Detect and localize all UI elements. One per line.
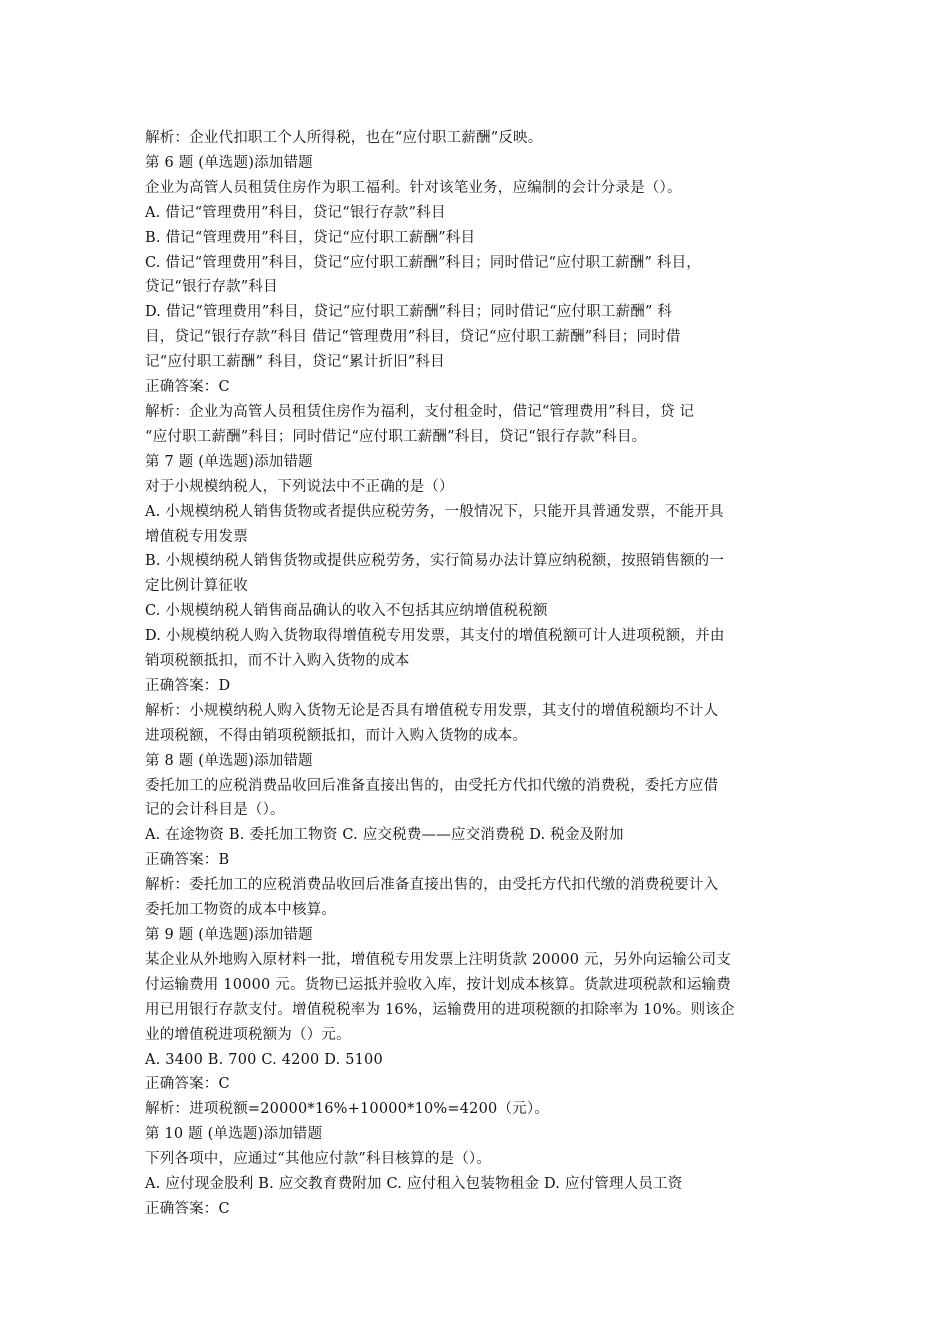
- answer-line: 正确答案：C: [145, 1076, 230, 1093]
- explanation-line: “应付职工薪酬”科目；同时借记“应付职工薪酬”科目，贷记“银行存款”科目。: [145, 428, 647, 445]
- explanation-line: 进项税额，不得由销项税额抵扣，而计入购入货物的成本。: [145, 727, 528, 744]
- explanation-line: 解析：小规模纳税人购入货物无论是否具有增值税专用发票，其支付的增值税额均不计人: [145, 702, 719, 719]
- answer-line: 正确答案：D: [145, 677, 231, 694]
- question-heading-8: 第 8 题 (单选题)添加错题: [145, 752, 313, 769]
- option-line: C. 小规模纳税人销售商品确认的收入不包括其应纳增值税税额: [145, 603, 548, 620]
- question-stem-line: 企业为高管人员租赁住房作为职工福利。针对该笔业务，应编制的会计分录是（）。: [145, 179, 682, 196]
- explanation-line: 解析：企业代扣职工个人所得税，也在“应付职工薪酬”反映。: [145, 130, 543, 146]
- option-line: B. 借记“管理费用”科目，贷记“应付职工薪酬”科目: [145, 229, 476, 246]
- option-line: 定比例计算征收: [145, 578, 248, 595]
- question-stem-line: 某企业从外地购入原材料一批，增值税专用发票上注明货款 20000 元，另外向运输公司支: [145, 951, 731, 968]
- option-line: 增值税专用发票: [145, 528, 248, 545]
- document-body: [145, 126, 815, 1222]
- question-heading-6: 第 6 题 (单选题)添加错题: [145, 154, 313, 171]
- explanation-line: 解析：委托加工的应税消费品收回后准备直接出售的，由受托方代扣代缴的消费税要计入: [145, 877, 719, 894]
- option-line: 销项税额抵扣，而不计入购入货物的成本: [145, 653, 410, 670]
- answer-line: 正确答案：C: [145, 379, 230, 396]
- answer-line: 正确答案：B: [145, 852, 230, 869]
- question-heading-9: 第 9 题 (单选题)添加错题: [145, 927, 313, 943]
- option-line: D. 小规模纳税人购入货物取得增值税专用发票，其支付的增值税额可计人进项税额，并由: [145, 628, 725, 645]
- option-line: A. 在途物资 B. 委托加工物资 C. 应交税费——应交消费税 D. 税金及附加: [145, 827, 624, 844]
- question-stem-line: 用已用银行存款支付。增值税税率为 16%，运输费用的进项税额的扣除率为 10%。则该企: [145, 1001, 735, 1018]
- question-stem-line: 记的会计科目是（）。: [145, 802, 285, 819]
- explanation-line: 委托加工物资的成本中核算。: [145, 902, 337, 919]
- question-heading-7: 第 7 题 (单选题)添加错题: [145, 453, 313, 470]
- option-line: A. 小规模纳税人销售货物或者提供应税劳务，一般情况下，只能开具普通发票，不能开具: [145, 503, 724, 520]
- option-line: B. 小规模纳税人销售货物或提供应税劳务，实行简易办法计算应纳税额，按照销售额的一: [145, 553, 725, 570]
- question-stem-line: 委托加工的应税消费品收回后准备直接出售的，由受托方代扣代缴的消费税，委托方应借: [145, 777, 719, 794]
- option-line: A. 3400 B. 700 C. 4200 D. 5100: [145, 1051, 383, 1068]
- question-stem-line: 业的增值税进项税额为（）元。: [145, 1026, 351, 1043]
- option-line: D. 借记“管理费用”科目，贷记“应付职工薪酬”科目；同时借记“应付职工薪酬” 科: [145, 304, 673, 321]
- question-stem-line: 付运输费用 10000 元。货物已运抵并验收入库，按计划成本核算。货款进项税款和运输费: [145, 976, 731, 993]
- explanation-line: 解析：进项税额=20000*16%+10000*10%=4200（元）。: [145, 1101, 550, 1118]
- option-line: 贷记“银行存款”科目: [145, 279, 278, 296]
- option-line: 目，贷记“银行存款”科目 借记“管理费用”科目，贷记“应付职工薪酬”科目；同时借: [145, 329, 681, 346]
- option-line: A. 借记“管理费用”科目，贷记“银行存款”科目: [145, 204, 446, 221]
- answer-line: 正确答案：C: [145, 1200, 230, 1217]
- question-heading-10: 第 10 题 (单选题)添加错题: [145, 1126, 323, 1143]
- explanation-line: 解析：企业为高管人员租赁住房作为福利，支付租金时，借记“管理费用”科目，贷 记: [145, 403, 695, 420]
- option-line: 记“应付职工薪酬” 科目，贷记“累计折旧”科目: [145, 354, 445, 371]
- option-line: A. 应付现金股利 B. 应交教育费附加 C. 应付租入包装物租金 D. 应付管理人员工资: [145, 1176, 683, 1193]
- option-line: C. 借记“管理费用”科目，贷记“应付职工薪酬”科目；同时借记“应付职工薪酬” 科目，: [145, 254, 701, 271]
- question-stem-line: 下列各项中，应通过“其他应付款”科目核算的是（）。: [145, 1151, 492, 1168]
- question-stem-line: 对于小规模纳税人，下列说法中不正确的是（）: [145, 478, 454, 495]
